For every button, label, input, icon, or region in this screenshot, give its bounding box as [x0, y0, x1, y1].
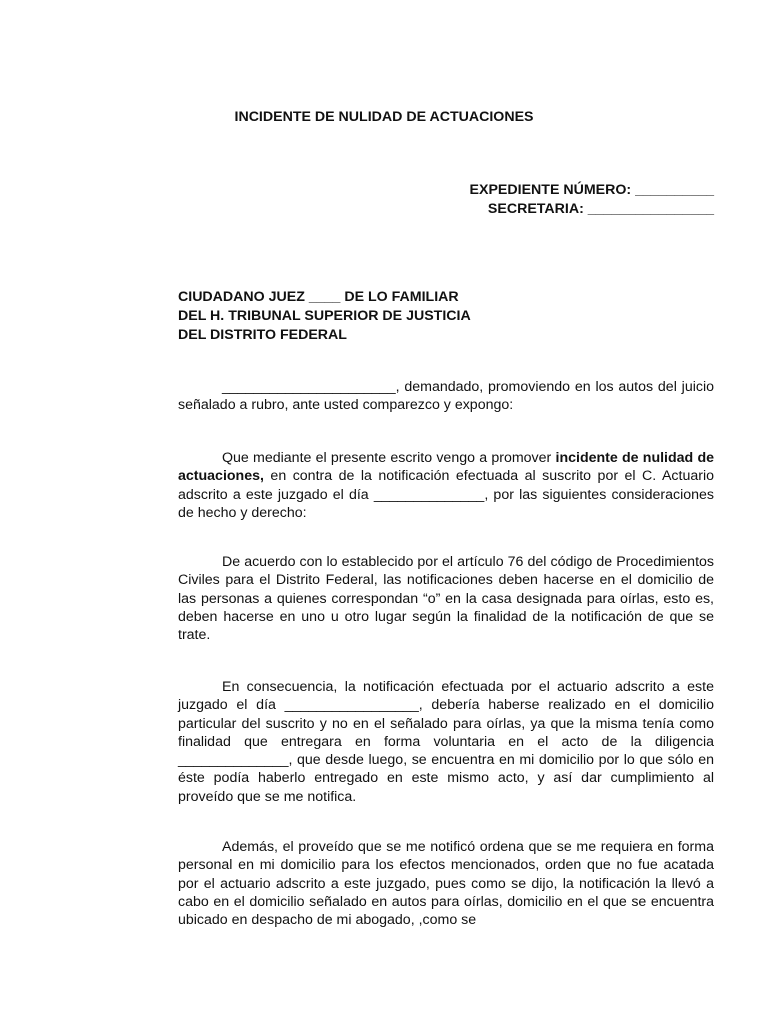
addressee-line-judge: CIUDADANO JUEZ ____ DE LO FAMILIAR	[178, 289, 459, 305]
paragraph-additional-argument: Además, el proveído que se me notificó ordena que se me requiera en forma personal en mi domicilio para los efectos mencionados, orden que no fue acatada por el actuario adscrito a este juzgado, pues como se dijo, la notificación la llevó a cabo en el domicilio señalado en autos para oírlas, domicilio en el que se encuentra ubicado en despacho de mi abogado, ,como se	[178, 839, 714, 929]
paragraph-2-intro: Que mediante el presente escrito vengo a promover	[222, 450, 556, 466]
paragraph-incident-request	[178, 449, 714, 522]
paragraph-2-rest: en contra de la notificación efectuada al suscrito por el C. Actuario adscrito a este juzgado el día ______________, por las siguientes consideraciones de hecho y derecho:	[178, 468, 714, 521]
expediente-number-line: EXPEDIENTE NÚMERO: __________	[469, 182, 714, 198]
paragraph-consequence: En consecuencia, la notificación efectuada por el actuario adscrito a este juzgado el día _________________, debería haberse realizado en el domicilio particular del suscrito y no en el señalado para oírlas, ya que la misma tenía como finalidad que entregara en forma voluntaria en el acto de la diligencia ______________, que desde luego, se encuentra en mi domicilio por lo que sólo en éste podía haberlo entregado en este mismo acto, y así dar cumplimiento al proveído que se me notifica.	[178, 679, 714, 805]
document-title: INCIDENTE DE NULIDAD DE ACTUACIONES	[234, 109, 534, 125]
addressee-line-tribunal: DEL H. TRIBUNAL SUPERIOR DE JUSTICIA	[178, 308, 471, 324]
paragraph-introduction: ______________________, demandado, promoviendo en los autos del juicio señalado a rubro, ante usted comparezco y expongo:	[178, 379, 714, 414]
paragraph-legal-basis: De acuerdo con lo establecido por el artículo 76 del código de Procedimientos Civiles para el Distrito Federal, las notificaciones deben hacerse en el domicilio de las personas a quienes correspondan “o” en la casa designada para oírlas, esto es, deben hacerse en uno u otro lugar según la finalidad de la notificación de que se trate.	[178, 554, 714, 644]
addressee-line-district: DEL DISTRITO FEDERAL	[178, 327, 347, 343]
paragraph-2-bold-phrase: incidente de nulidad de actuaciones,	[178, 450, 715, 485]
addressee-block	[178, 288, 471, 345]
secretaria-line: SECRETARIA: ________________	[487, 201, 714, 217]
